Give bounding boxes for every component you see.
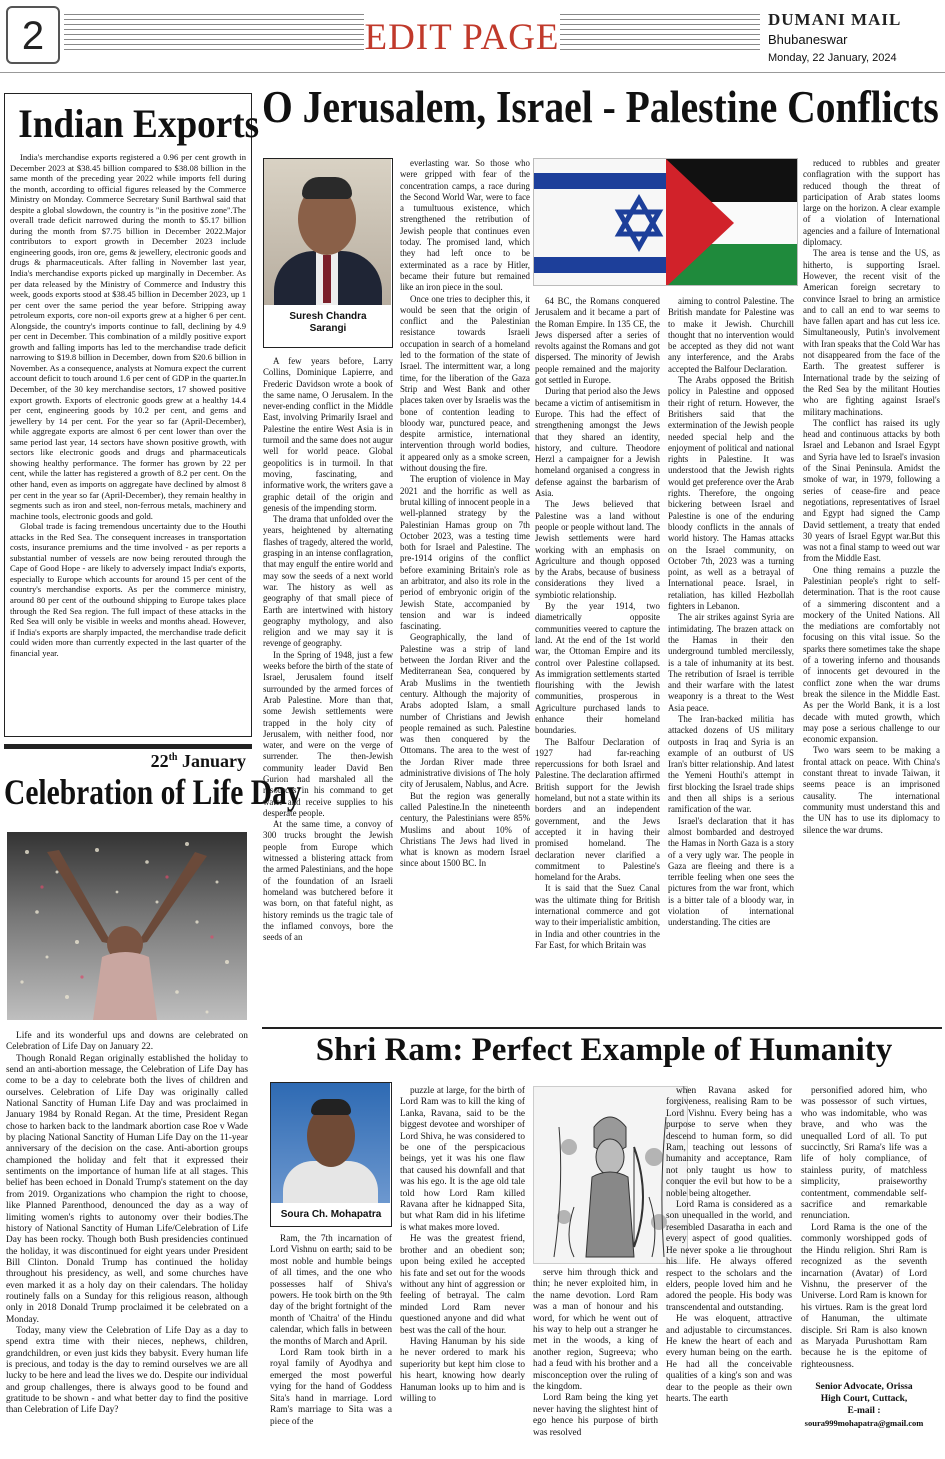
life-day-headline: Celebration of Life Day	[4, 772, 302, 812]
page-number: 2	[6, 6, 60, 64]
life-day-p3: Today, many view the Celebration of Life Day as a day to spend extra time with their nieces, nephews, children, grandchildren, or even just kids they babysit. Every human life is precious, and today is the day to remind ourselves we are all lucky to be here and lead the lives we do. Despite our individual and group challenges, there is always good to be found and gratitude to be shown - and what better day to find the positive than Celebration of Life Day?	[6, 1325, 248, 1416]
date-month: January	[177, 751, 246, 771]
header-divider	[0, 72, 945, 73]
author-card-mohapatra	[270, 1082, 392, 1227]
life-day-photo	[7, 832, 247, 1020]
ram-col-4: when Ravana asked for forgiveness, realising Ram to be Lord Vishnu. Every being has a purpose to serve when they descend to human form, so did Ram, teaching out lessons of humanity and acceptance, Ram not only taught us how to conquer the evil but how to be a noble being altogether. Lord Rama is considered as a son unequalled in the world, and resembled Dasaratha in each and every aspect of good qualities. He never spoke a lie throughout his life. He always offered respect to the scholars and the elders, people loved him and he adored the people. His body was transcendental and outstanding. He was eloquent, attractive and adjustable to circumstances. He knew the heart of each and every human being on the earth. He had all the conceivable qualities of a king's son and was dear to the people as their own hearts. The earth	[666, 1086, 792, 1404]
masthead: DUMANI MAIL	[768, 10, 902, 29]
ram-illustration	[533, 1086, 688, 1264]
exports-body-2: Global trade is facing tremendous uncertainty due to the Houthi attacks in the Red Sea. The consequent increases in transportation costs, insurance premiums and the time involved - as per reports a substantial number of vessels are now being rerouted through the Cape of Good Hope - are likely to adversely impact India's exports, especially to Europe which accounts for around 15 per cent of the country's merchandise exports. As per the commerce ministry, around 80 per cent of the outbound shipping to Europe takes place through the Red Sea region. The full impact of these attacks in the Red Sea will only be visible in weeks and months ahead. However, if India's exports are sharply impacted, the merchandise trade deficit could widen more than currently expected in the last quarter of the financial year.	[10, 521, 246, 658]
life-day-p2: Though Ronald Regan originally established the holiday to send an anti-abortion message, the Celebration of Life Day has come to be a day to celebrate both the lives of children and ourselves. Celebration of Life Day was originally called National Sanctity of Human Life Day and was proclaimed in January 1984 by Ronald Regan. At the time, President Regan chose to harken back to the landmark abortion case Roe v Wade by placing National Sanctity of Human Life Day on the 11-year anniversary of the decision on the case. Anti-abortion groups championed the holiday and felt that it expressed their sentiments on the importance of human life at all stages. This belief has been echoed in Donald Trump's statement on the day from 2019. Organizations who champion the right to choose, like Planned Parenthood, denounced the day as a way of limiting women's rights to autonomy over their bodies.The history of National Sanctity of Human Life/Celebration of Life Day has been rocky. Though both Bush presidencies continued the holiday, it was discontinued for eight years under President Bill Clinton. Donald Trump has continued the holiday throughout his presidency, as well, and some churches have even marked it as a holy day on their calendars. The holiday routinely falls on a Sunday for this religious reason, although only in 2018 Donald Trump proclaimed it be celebrated on a Monday.	[6, 1053, 248, 1325]
ram-divider	[262, 1027, 942, 1029]
ram-col-3: serve him through thick and thin; he never exploited him, in the name devotion. Lord Ram was a man of honour and his word, for which he went out of his way to help out a stranger he met in the woods, a king of another region, Sugreeva; who had a feud with his brother and a misconception over the ruling of the kingdom. Lord Ram being the king yet never having the slightest hint of ego hence his purpose of birth was resolved	[533, 1268, 658, 1438]
life-day-date	[4, 744, 252, 770]
jerusalem-col-3: 64 BC, the Romans conquered Jerusalem and it became a part of the Roman Empire. In 135 CE, the Jews dispersed after a series of revolts against the Romans and got dispersed. The minority of Jewish people remained and the majority got settled in Europe. During that period also the Jews became a victim of antisemitism in Europe. This had the effect of strengthening amongst the Jews that they shared an identity, history, and culture. Theodore Herzl a campaigner for a Jewish homeland organised a congress in defense against the barbarism of Asia. The Jews believed that Palestine was a land without people or people without land. The Jewish settlements were hard working with an emphasis on Agriculture and though opposed by the Arabs, because of business considerations they lived a symbiotic relationship. By the year 1914, two diametrically opposite communities veered to capture the land. At the end of the 1st world war, the Ottoman Empire and its control over Palestine collapsed. As immigration settlements started flourishing with the Jewish communities, prosperous in Agriculture purchased lands to enhance their homeland boundaries. The Balfour Declaration of 1927 had far-reaching repercussions for both Israel and Palestine. The declaration affirmed British support for the Jewish homeland, but not a state within its borders and an independent government, and the Jews accepted it in having their promised homeland. The declaration never clarified a commitment to Palestine's homeland for the Arabs. It is said that the Suez Canal was the ultimate thing for British international commerce and got way to their imperialistic ambition, in India and other countries in the Far East, for which Britain was	[535, 296, 660, 950]
exports-body-1: India's merchandise exports registered a 0.96 per cent growth in December 2023 at $38.45 billion compared to $38.08 billion in the same month of the preceding year 2022 while imports fell during the month, according to official figures released by the Commerce Ministry on Monday. Commerce Secretary Sunil Barthwal said that despite a global slowdown, the country is "in the positive zone".The overall trade deficit narrowed during the month to $5.17 billion during the month from $7.75 billion in December 2022.Major contributors to export growth in December 2023 include engineering goods, iron ore, gems & jewellery, electronic goods and drugs & pharmaceuticals. After falling in November last year, India's merchandise exports picked up marginally in December. As per data released by the Ministry of Commerce and Industry this week, goods exports stood at $38.45 billion in December 2023, up 1 per cent over the same period the year before. Stripping away petroleum exports, core non-oil exports grew at a higher 6 per cent. Alongside, the country's imports continue to fall, declining by 4.9 per cent in December. This combination of a mildly positive export growth and falling imports has led to the merchandise trade deficit narrowing to $19.8 billion in December, down from $20.6 billion in November. As a consequence, analysts at Nomura expect the current account deficit to touch around 1.6 per cent of GDP in the quarter.In December, of the 30 key merchandise sectors, 17 showed positive export growth. Exports of electronic goods grew at a healthy 14.4 per cent, engineering goods by 10.2 per cent, and gems and jewellery by 14 per cent. For the year so far (April-December), while aggregate exports are almost 6 per cent lower than over the same period last year, 14 sectors have shown positive growth, with sectors like electronic goods and drugs and pharmaceuticals showing healthy performance. The former has grown by 22 per cent, while the latter has registered a growth of 8.2 per cent. On the other hand, even as imports on aggregate have declined by almost 8 per cent in the year so far (April-December), they remain healthy in segments such as iron and steel, non-ferrous metals, machinery and machine tools, electronic goods and gold.	[10, 152, 246, 521]
author-photo-sarangi	[264, 159, 391, 305]
author-card-sarangi	[263, 158, 393, 348]
lord-ram-sketch	[534, 1087, 687, 1263]
author-photo-mohapatra	[271, 1083, 390, 1203]
life-day-p1: Life and its wonderful ups and downs are celebrated on Celebration of Life Day on January 22.	[6, 1031, 248, 1053]
author-name-mohapatra: Soura Ch. Mohapatra	[280, 1209, 382, 1220]
jerusalem-headline: O Jerusalem, Israel - Palestine Conflicts	[262, 81, 939, 132]
author-name-sarangi: Suresh Chandra Sarangi	[289, 311, 367, 334]
signature-line-2: High Court, Cuttack,	[820, 1394, 908, 1405]
signature-line-1: Senior Advocate, Orissa	[815, 1382, 913, 1393]
life-day-body	[6, 1031, 248, 1417]
ram-col-2: puzzle at large, for the birth of Lord Ram was to kill the king of Lanka, Ravana, said to be the biggest devotee and worshiper of Lord Shiva, he was considered to be one of the perspicacious beings, yet it was his one flaw that caused his downfall and that was his ego. It is the age old tale told how Lord Ram killed Ravana after he kidnapped Sita, but what Ram did in his lifetime is what makes more loved. He was the greatest friend, brother and an obedient son; upon being exiled he accepted his fate and set out for the woods without any hint of aggression or feeling of betrayal. The calm minded Lord Ram never questioned anyone and did what best was the call of the hour. Having Hanuman by his side he never ordered to mark his superiority but kept him close to his heart, knowing how dearly Hanuman looks up to him and is willing to	[400, 1086, 525, 1404]
confetti-girl-illustration	[7, 832, 247, 1020]
date-day: 22	[150, 751, 169, 771]
jerusalem-col-1: A few years before, Larry Collins, Dominique Lapierre, and Frederic Davidson wrote a book of the same name, O Jerusalem. In the never-ending conflict in the Middle East, involving Primarily Israel and Palestine the entire West Asia is in turmoil and the same does not augur well for world peace. Global geopolitics is in turmoil. In that moving, fascinating, and informative work, the writers gave a graphic detail of the origin and genesis of the impending storm. The drama that unfolded over the years, heightened by alternating flashes of tragedy, altered the world, grasping in an intense conflagration, that may engulf the entire world and may sow the seeds of a next world war. The history as well as geography of that small piece of Earth are intertwined with history geography mythology, and also religion and we may say it is revenge of geography. In the Spring of 1948, just a few weeks before the birth of the state of Israel, Jerusalem found itself surrounded by the armed forces of Arab Palestine. More than that, some Jewish settlements were trapped in the holy city of Jerusalem, with neither food, nor water, and were on the verge of surrender. The then-Jewish community leader David Ben Gurion had marshaled all the resources in his command to get water and receive supplies to his desperate people. At the same time, a convoy of 300 trucks brought the Jewish people from Europe which witnessed a blistering attack from the armed Palestinians, and the hope of the foundation of an Israeli homeland was butchered before it was born, on that fateful night, as history reminds us the tragic tale of the inflamed convoys, bore the seeds of an	[263, 356, 393, 943]
jerusalem-col-2: everlasting war. So those who were gripped with fear of the concentration camps, a race during the Second World War, were to face a tumultuous existence, which strengthened the retribution of Jewish people that continues even today. The promised land, which they had left once to be exterminated as a race by Hitler, became their future but remained like an iron piece in the soul. Once one tries to decipher this, it would be seen that the origin of conflict and the Palestinian resistance towards Israeli occupation in search of a homeland led to the formation of the state of Israel. The intermittent war, a long time, for the liberation of the Gaza Strip and West Bank and other places taken over by Israelis was the bone of contention leading to bloody war, punctured peace, and despite armistice, international intervention through world bodies, it appeared only as a smoke screen, without dousing the fire. The eruption of violence in May 2021 and the horrific as well as brutal killing of innocent people in a well-planned strategy by the Palestinian Hamas group on 7th October 2023, was a testing time both for Israel and Palestine. The pre-1914 origins of the conflict before examining Britain's role as an arbitrator, and also its role in the period of embryonic origin of the Jewish State, accompanied by tension and war is indeed fascinating. Geographically, the land of Palestine was a strip of land between the Jordan River and the Mediterranean Sea, conquered by Arab Muslims in the twentieth century. Although the majority of Arabs adopted Islam, a small number of Christians and Jewish people remained as such. Palestine was then conquered by the Ottomans. The area to the west of the Jordan River made three administrative divisions of The holy city of Jerusalem, Nablus, and Acre. But the region was generally called Palestine.In the nineteenth century, the Palestinians were 85% Muslims and about 10% of Christians The Jews had lived in what is known as modern Israel since about 1500 BC. In	[400, 158, 530, 869]
city: Bhubaneswar	[768, 32, 848, 47]
jerusalem-col-5: reduced to rubbles and greater conflagration with the support has reduced though the threat of participation of Arab states looms large on the horizon. A clear example of a violation of International agencies and a failure of International diplomacy. The area is tense and the US, as hitherto, is supporting Israel. However, the recent visit of the American foreign secretary to convince Israel to bring an armistice and to call an end to war seems to have fallen apart and has cut less ice. Simultaneously, Putin's involvement with Iran speaks that the Cold War has not disappeared from the face of the Earth. The greatest sufferer is International trade by the seizing of the Red Sea by the militant Houties who are fighting against Israel's military machinations. The conflict has raised its ugly head and continuous attacks by both Israel and Lebanon and Israel Egypt and Syria have led to Israel's invasion of the Sinai Peninsula. Amidst the smoke of war, in 1979, following a series of cease-fire and peace negotiations, representatives of Israel and Egypt had signed the Camp David settlement, a treaty that ended 30 years of Israel Egypt war.But this was not a final stamp to weed out war from the Middle East. One thing remains a puzzle the Palestinian people's right to self-determination. That is the root cause of a simmering discontent and a mockery of the United Nations. All the mediations are comfortably not focusing on this vital issue. So the sparks there sometimes take the shape of a towering inferno and thousands of innocents get devoured in the conflict zone when the war drums break the silence in the Middle East. As per the World Bank, it is a lost decade with muted growth, which may pose a serious challenge to our economic expansion. Two wars seem to be making a frontal attack on peace. With China's constant threat to invade Taiwan, it seems peace is an imprisoned causality. The international community must understand this and the UN has to use its diplomacy to silence the war drums.	[803, 158, 940, 835]
ram-col-5: personified adored him, who was possessor of such virtues, who was indomitable, who was brave, and who was the unequalled Lord of all. To put succinctly, Sri Rama's life was a life of holy compliance, of stainless purity, of matchless simplicity, praiseworthy contentment, commendable self-sacrifice and remarkable renunciation. Lord Rama is the one of the commonly worshipped gods of the Hindu religion. Shri Ram is recognized as the seventh incarnation (Avatar) of Lord Vishnu, the preserver of the Universe. Lord Ram is known for his virtues. Ram is the great lord of Hanuman, the ultimate disciple. Sri Ram is also known as Maryada Purushottam Ram because he is the epitome of righteousness. Senior Advocate, Orissa High Court, Cuttack, E-mail : soura999mohapatra@gmail.com	[801, 1086, 927, 1429]
israel-palestine-flags	[533, 158, 798, 286]
ram-headline: Shri Ram: Perfect Example of Humanity	[315, 1032, 893, 1068]
signature-line-3: E-mail :	[847, 1406, 881, 1417]
header-rule-right	[560, 14, 760, 54]
header-rule-left	[64, 14, 364, 54]
author-email: soura999mohapatra@gmail.com	[804, 1418, 924, 1429]
date-suffix: th	[168, 752, 178, 763]
ram-col-1: Ram, the 7th incarnation of Lord Vishnu on earth; said to be most noble and humble beings of all times, and the one who possesses half of Shiva's powers. He took birth on the 9th day of the bright fortnight of the month of 'Chaitra' of the Hindu calendar, which falls in between the months of March and April. Lord Ram took birth in a royal family of Ayodhya and emerged the most powerful vying for the hand of Goddess Sita's hand in marriage. Lord Ram's marriage to Sita was a piece of the	[270, 1234, 392, 1427]
exports-article	[4, 93, 260, 737]
jerusalem-col-4: aiming to control Palestine. The British mandate for Palestine was to make it Jewish. Churchill thought that no intervention would be accepted as they did not want any interference, and the Arabs accepted the Balfour Declaration. The Arabs opposed the British policy in Palestine and opposed their right of return. However, the Britishers said that the extermination of the Jewish people needed special help and the enjoyment of political and national rights in Palestine. It was understood that the Jewish rights would get preference over the Arab rights. Therefore, the ongoing bickering between Israel and Palestine is one of the enduring bloody conflicts in the annals of world history. The Hamas attacks on the Israel community, on October 7th, 2023 was a turning point, as well as a betrayal of International peace. Israel, in retaliation, has killed Hezbollah fighters in Lebanon. The air strikes against Syria are intimidating. The brazen attack on the Hamas in their den underground tumbled mercilessly, is a tale of inhumanity at its best. The retribution of Israel is terrible and their warfare with the latest weaponry is a threat to the West Asia peace. The Iran-backed militia has attacked dozens of US military outposts in Iraq and Syria is an example of an outburst of US Iran's bitter relationship. And latest the Yemeni Houthi's attempt in first blocking the Israel trade ships and then all ships is a serious ramification of the war. Israel's declaration that it has almost bombarded and destroyed the Hamas in North Gaza is a story of a very ugly war. The people in Gaza are fleeing and there is a terrible feeling when one sees the pictures from the war front, which is a bitter tale of a bloody war, in violation of international understanding. The cities are	[668, 296, 794, 928]
issue-date: Monday, 22 January, 2024	[768, 52, 897, 64]
flags-illustration	[534, 159, 798, 286]
exports-headline: Indian Exports	[18, 101, 260, 146]
section-title: EDIT PAGE	[364, 17, 560, 58]
